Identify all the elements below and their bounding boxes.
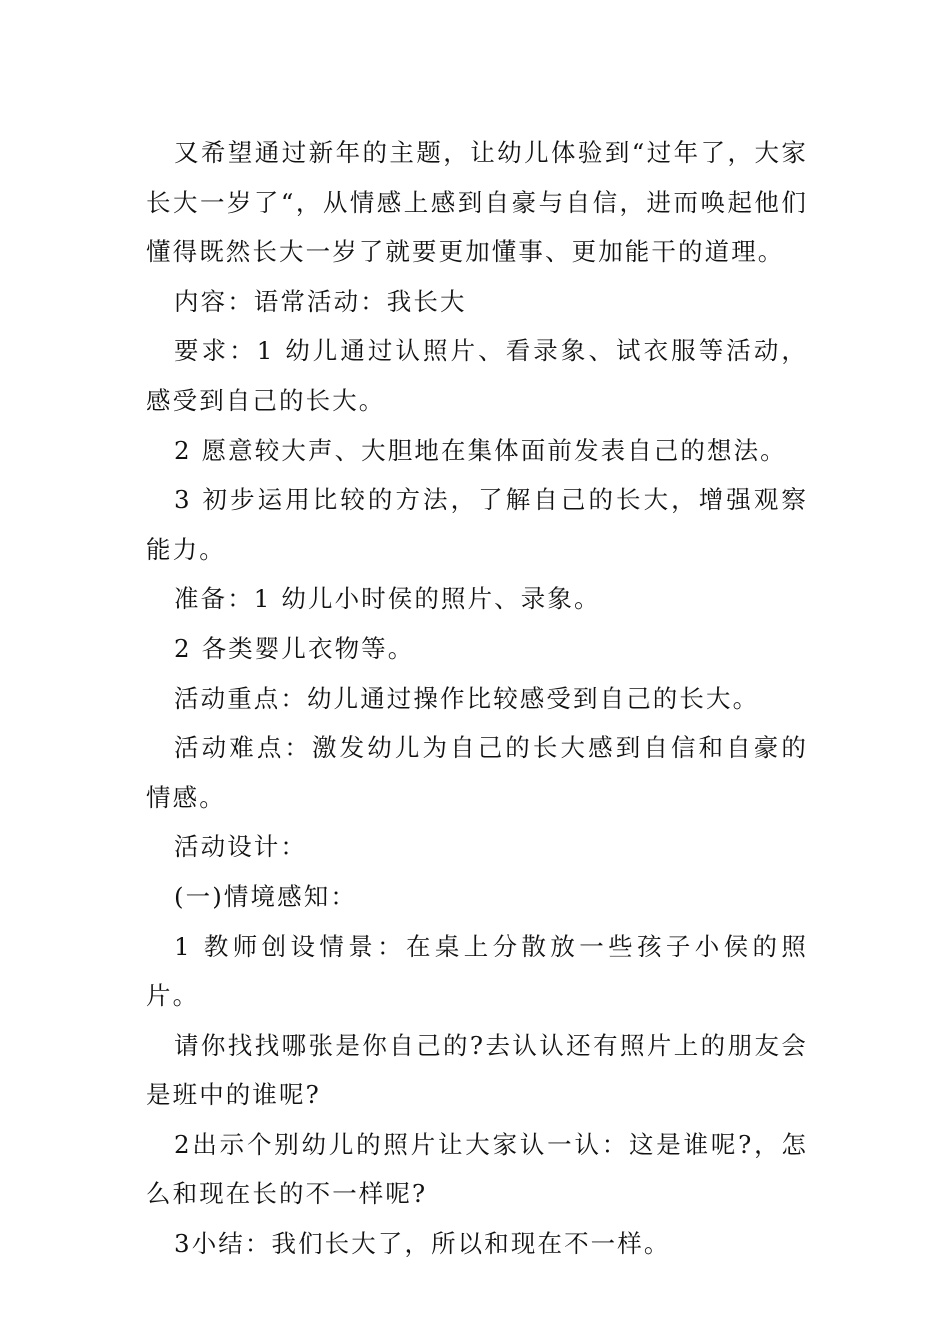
paragraph-content: 内容：语常活动：我长大 (174, 286, 467, 316)
paragraph-step-1: 1 教师创设情景：在桌上分散放一些孩子小侯的照片。 (146, 931, 808, 1011)
paragraph-preparation-1: 准备：1 幼儿小时侯的照片、录象。 (174, 584, 601, 614)
paragraph-intro: 又希望通过新年的主题，让幼儿体验到“过年了，大家长大一岁了“，从情感上感到自豪与自信，进而唤起他们懂得既然长大一岁了就要更加懂事、更加能干的道理。 (146, 138, 808, 267)
paragraph-question: 请你找找哪张是你自己的?去认认还有照片上的朋友会是班中的谁呢? (146, 1030, 808, 1110)
paragraph-requirement-1: 要求：1 幼儿通过认照片、看录象、试衣服等活动，感受到自己的长大。 (146, 336, 808, 415)
paragraph-section-heading: (一)情境感知： (174, 881, 357, 911)
paragraph-preparation-2: 2 各类婴儿衣物等。 (174, 633, 415, 663)
paragraph-step-3: 3小结：我们长大了，所以和现在不一样。 (174, 1229, 671, 1259)
paragraph-key-point: 活动重点：幼儿通过操作比较感受到自己的长大。 (174, 683, 760, 713)
document-body (146, 128, 808, 1269)
paragraph-step-2: 2出示个别幼儿的照片让大家认一认：这是谁呢?，怎么和现在长的不一样呢? (146, 1129, 808, 1209)
paragraph-requirement-3: 3 初步运用比较的方法，了解自己的长大，增强观察能力。 (146, 485, 808, 564)
paragraph-difficulty: 活动难点：激发幼儿为自己的长大感到自信和自豪的情感。 (146, 733, 808, 812)
paragraph-requirement-2: 2 愿意较大声、大胆地在集体面前发表自己的想法。 (174, 435, 787, 465)
paragraph-design-heading: 活动设计： (174, 832, 307, 862)
